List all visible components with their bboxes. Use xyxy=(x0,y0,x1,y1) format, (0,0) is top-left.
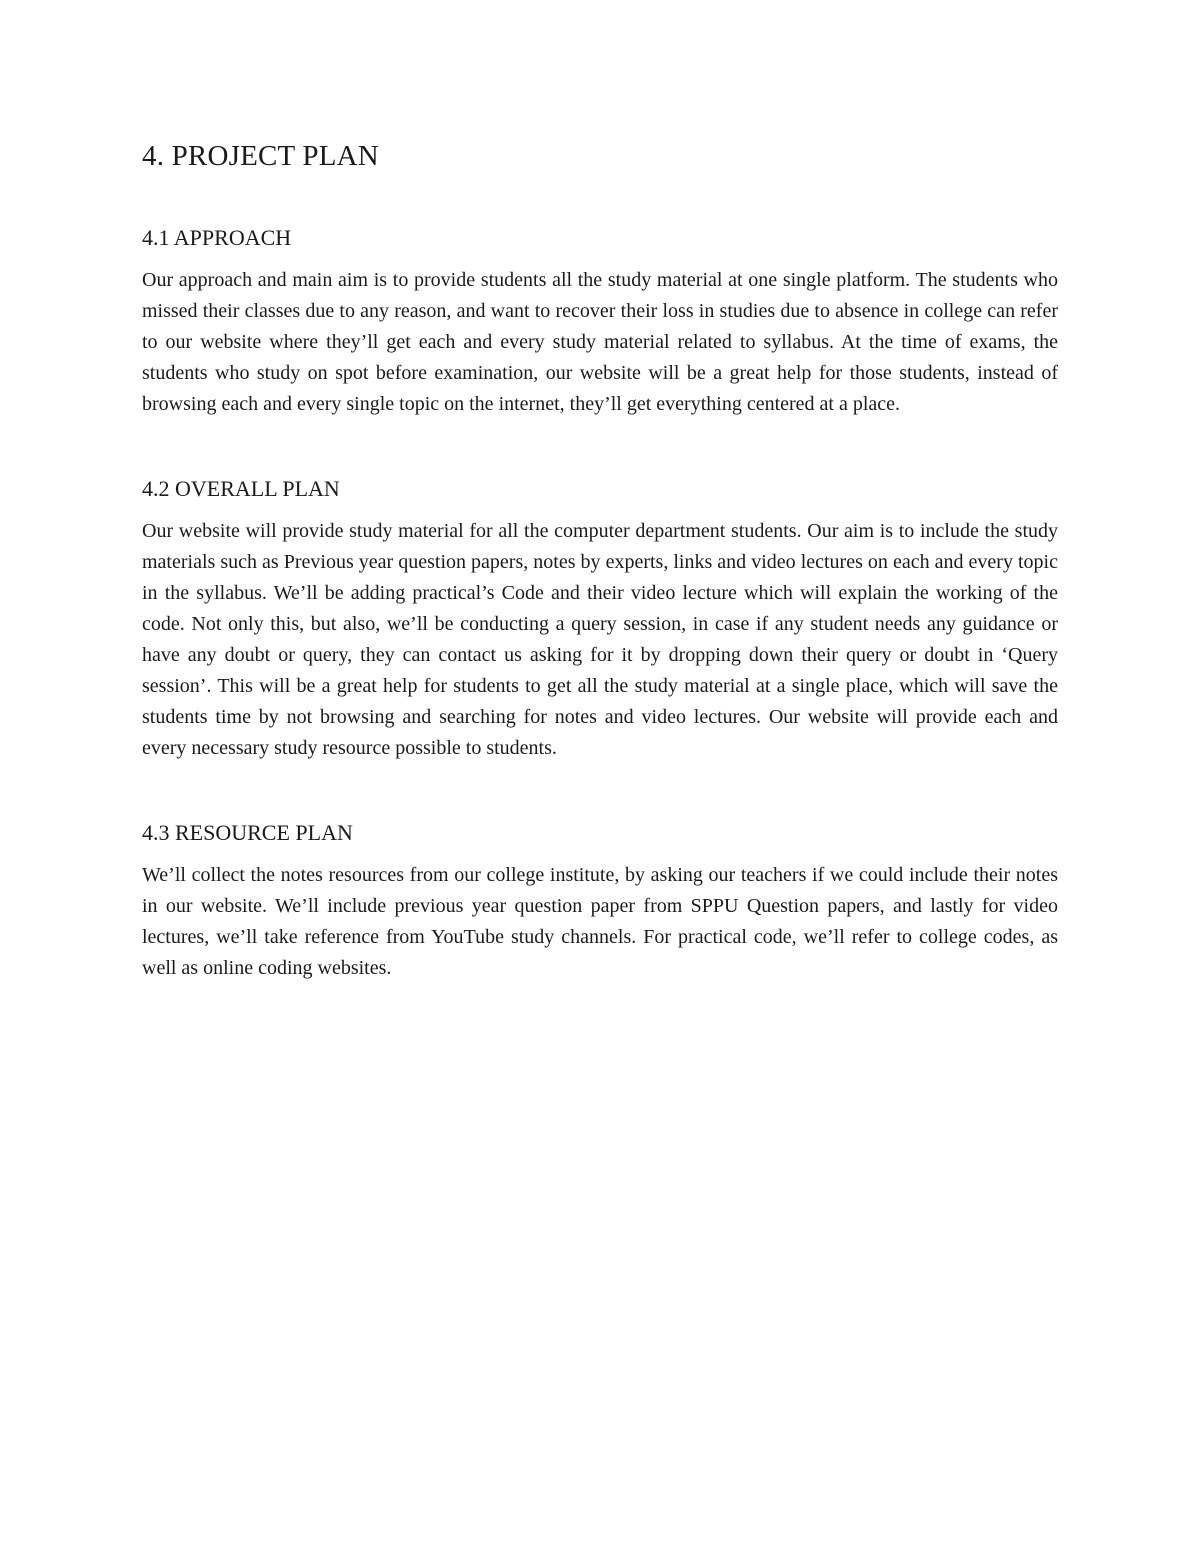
section-heading-overall-plan: 4.2 OVERALL PLAN xyxy=(142,476,340,501)
section-overall-plan xyxy=(142,476,1058,764)
section-body-resource-plan: We’ll collect the notes resources from our college institute, by asking our teachers if we could include their notes in our website. We’ll include previous year question paper from SPPU Question papers, and lastly for video lectures, we’ll take reference from YouTube study channels. For practical code, we’ll refer to college codes, as well as online coding websites. xyxy=(142,864,1058,979)
section-heading-resource-plan: 4.3 RESOURCE PLAN xyxy=(142,820,353,845)
section-approach xyxy=(142,225,1058,420)
chapter-title: 4. PROJECT PLAN xyxy=(142,140,379,172)
section-body-overall-plan: Our website will provide study material for all the computer department students. Our aim is to include the study materials such as Previous year question papers, notes by experts, links and video lectures on each and every topic in the syllabus. We’ll be adding practical’s Code and their video lecture which will explain the working of the code. Not only this, but also, we’ll be conducting a query session, in case if any student needs any guidance or have any doubt or query, they can contact us asking for it by dropping down their query or doubt in ‘Query session’. This will be a great help for students to get all the study material at a single place, which will save the students time by not browsing and searching for notes and video lectures. Our website will provide each and every necessary study resource possible to students. xyxy=(142,520,1058,759)
document-page xyxy=(142,140,1058,984)
section-body-approach: Our approach and main aim is to provide students all the study material at one single platform. The students who missed their classes due to any reason, and want to recover their loss in studies due to absence in college can refer to our website where they’ll get each and every study material related to syllabus. At the time of exams, the students who study on spot before examination, our website will be a great help for those students, instead of browsing each and every single topic on the internet, they’ll get everything centered at a place. xyxy=(142,269,1058,415)
section-heading-approach: 4.1 APPROACH xyxy=(142,225,292,250)
section-resource-plan xyxy=(142,820,1058,984)
